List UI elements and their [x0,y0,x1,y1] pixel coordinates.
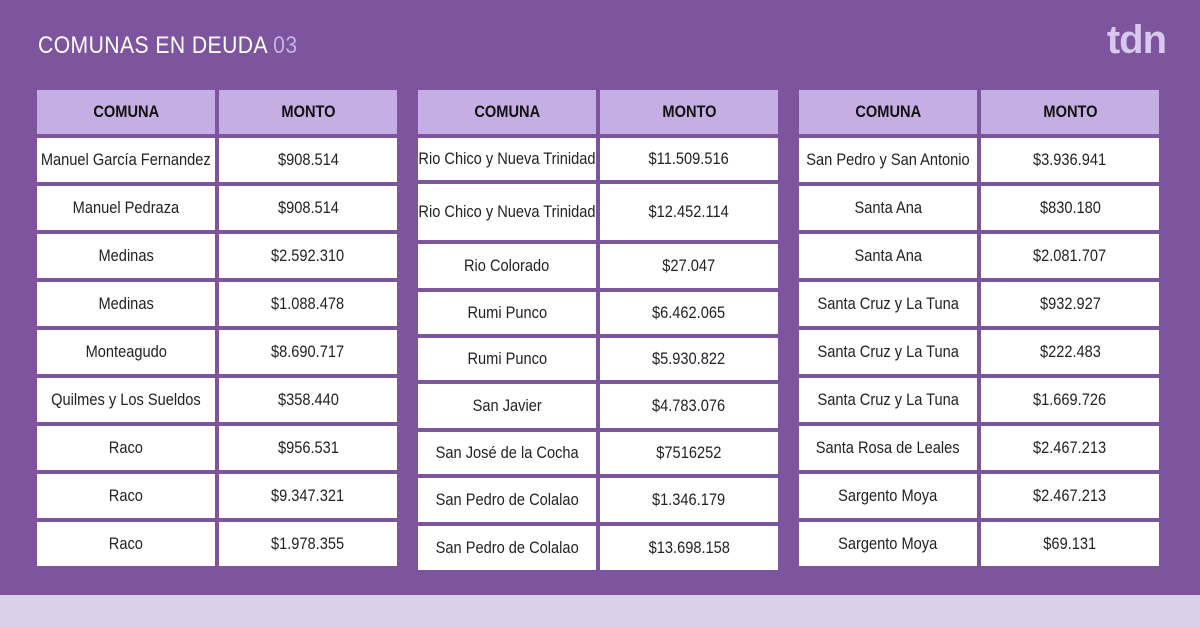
table-row [418,526,778,570]
comuna-cell: Monteagudo [37,330,215,374]
comuna-cell: San Pedro y San Antonio [799,138,977,182]
monto-cell: $3.936.941 [981,138,1159,182]
table-header-row [418,90,778,134]
comuna-cell: San Pedro de Colalao [418,478,596,522]
comuna-cell: Rumi Punco [418,338,596,380]
comuna-cell: Raco [37,426,215,470]
comuna-cell: Raco [37,522,215,566]
table-row [418,338,778,380]
monto-cell: $932.927 [981,282,1159,326]
comuna-cell: Rio Chico y Nueva Trinidad [418,138,596,180]
table-row [37,522,397,566]
monto-cell: $222.483 [981,330,1159,374]
column-header-monto: MONTO [600,90,778,134]
table-row [37,474,397,518]
monto-cell: $9.347.321 [219,474,397,518]
comuna-cell: Manuel Pedraza [37,186,215,230]
comuna-cell: Manuel García Fernandez [37,138,215,182]
comuna-cell: Santa Rosa de Leales [799,426,977,470]
page-title [38,32,298,60]
monto-cell: $69.131 [981,522,1159,566]
comuna-cell: Santa Cruz y La Tuna [799,282,977,326]
monto-cell: $2.081.707 [981,234,1159,278]
table-row [37,330,397,374]
comuna-cell: San Javier [418,384,596,428]
table-row [418,478,778,522]
column-header-monto: MONTO [219,90,397,134]
footer-band [0,595,1200,628]
table-row [418,244,778,288]
monto-cell: $358.440 [219,378,397,422]
table-row [37,234,397,278]
comuna-cell: Rio Chico y Nueva Trinidad [418,184,596,240]
debt-table-3 [799,90,1159,570]
table-row [799,330,1159,374]
monto-cell: $11.509.516 [600,138,778,180]
monto-cell: $7516252 [600,432,778,474]
table-row [799,378,1159,422]
comuna-cell: Sargento Moya [799,474,977,518]
monto-cell: $6.462.065 [600,292,778,334]
table-row [799,474,1159,518]
column-header-monto: MONTO [981,90,1159,134]
table-row [418,138,778,180]
title-number: 03 [273,32,298,59]
debt-table-1 [37,90,397,570]
table-row [37,378,397,422]
table-row [37,426,397,470]
column-header-comuna: COMUNA [37,90,215,134]
monto-cell: $8.690.717 [219,330,397,374]
comuna-cell: Raco [37,474,215,518]
monto-cell: $908.514 [219,186,397,230]
table-row [799,426,1159,470]
table-row [418,184,778,240]
column-header-comuna: COMUNA [418,90,596,134]
table-row [37,186,397,230]
monto-cell: $12.452.114 [600,184,778,240]
table-row [799,138,1159,182]
table-row [418,384,778,428]
tdn-logo: tdn [1106,18,1166,62]
monto-cell: $2.467.213 [981,474,1159,518]
comuna-cell: Medinas [37,282,215,326]
table-row [799,282,1159,326]
monto-cell: $1.346.179 [600,478,778,522]
table-row [418,292,778,334]
title-text: COMUNAS EN DEUDA [38,32,267,59]
comuna-cell: Santa Cruz y La Tuna [799,378,977,422]
monto-cell: $4.783.076 [600,384,778,428]
table-header-row [37,90,397,134]
monto-cell: $908.514 [219,138,397,182]
monto-cell: $2.467.213 [981,426,1159,470]
comuna-cell: San Pedro de Colalao [418,526,596,570]
comuna-cell: Santa Ana [799,186,977,230]
table-row [799,186,1159,230]
monto-cell: $830.180 [981,186,1159,230]
monto-cell: $1.088.478 [219,282,397,326]
monto-cell: $956.531 [219,426,397,470]
comuna-cell: Rumi Punco [418,292,596,334]
comuna-cell: Santa Ana [799,234,977,278]
monto-cell: $5.930.822 [600,338,778,380]
table-row [37,138,397,182]
table-row [799,522,1159,566]
comuna-cell: Santa Cruz y La Tuna [799,330,977,374]
monto-cell: $1.978.355 [219,522,397,566]
monto-cell: $13.698.158 [600,526,778,570]
column-header-comuna: COMUNA [799,90,977,134]
table-row [799,234,1159,278]
monto-cell: $2.592.310 [219,234,397,278]
comuna-cell: San José de la Cocha [418,432,596,474]
comuna-cell: Sargento Moya [799,522,977,566]
comuna-cell: Medinas [37,234,215,278]
comuna-cell: Rio Colorado [418,244,596,288]
monto-cell: $1.669.726 [981,378,1159,422]
debt-table-2 [418,90,778,574]
table-row [418,432,778,474]
table-header-row [799,90,1159,134]
table-row [37,282,397,326]
monto-cell: $27.047 [600,244,778,288]
comuna-cell: Quilmes y Los Sueldos [37,378,215,422]
